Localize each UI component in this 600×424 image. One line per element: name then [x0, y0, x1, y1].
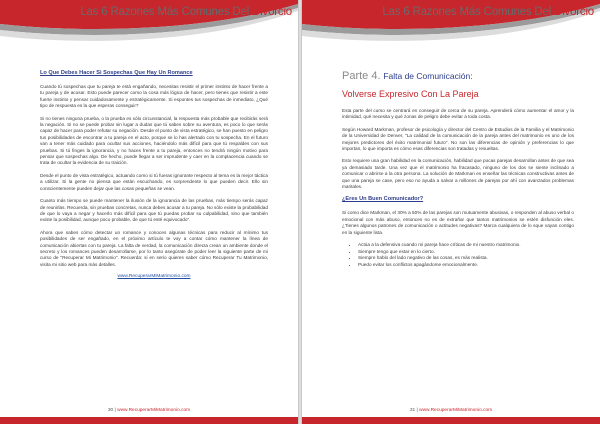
list-item: • Siempre hablo del lado negativo de las cosas, es más realista. [358, 255, 574, 262]
page-footer [0, 404, 298, 424]
footer-text [0, 408, 298, 413]
footer-separator: | [416, 408, 418, 413]
section-title-romance: Lo Que Debes Hacer Si Sospechas Que Hay Un Romance [40, 70, 193, 76]
paragraph: Cuanto más tiempo se puede mantener la ilusión de la ignorancia de las pruebas, más tiempo serás capaz de reunirlas. Recuerda, sin pruebas concretas, nunca debes acusar a tu pareja. No sólo existe la probabilidad de que lo vaya a negar y hacerlo más difícil para que tú puedas probar su culpabilidad, sino que también existe la posibilidad, aunque poco probable, de que tú esté equivocado". [40, 198, 269, 223]
header-title [382, 6, 594, 18]
page-header [302, 0, 600, 52]
footer-separator: | [114, 408, 116, 413]
page-number: 30 [107, 408, 114, 413]
list-item: • Actúa a la defensiva cuando mi pareja hace críticas de mi nuestro matrimonio. [358, 242, 574, 249]
website-link[interactable]: www.RecuperarMiMatrimonio.com [117, 274, 191, 280]
paragraph: Cuando tú sospechas que tu pareja te está engañando, necesitas resistir el primer instinto de hacer frente a tu pareja y de acusar. Esto puede parecer como la cosa más lógica de hacer, pero tienes que resistir a este fuerte instinto y pensar cuidadosamente y estratégicamente. Si espontes tus sospechas de inmediato, ¿Qué tipo de respuesta es la que esperas conseguir? [40, 84, 268, 109]
footer-site-link[interactable]: www.RecuperarMiMatrimonio.com [117, 408, 191, 413]
page-header [0, 0, 298, 52]
list-item: • Siempre tengo que estar en lo cierto. [358, 249, 574, 256]
right-page [302, 0, 600, 424]
paragraph: Esto requiere una gran habilidad en la comunicación, habilidad que pocas parejas desarrollan antes de que sea ya demasiado tarde. Una vez que el matrimonio ha fracasado, ninguno de los dos se siente inclinado a comunicar o abrirse a la otra persona. La solución de Markman es enseñar las técnicas constructivas antes de que una pareja se case, pero eso no ayuda a salvar a millones de parejas por ahí con avanzados problemas maritales. [342, 158, 574, 190]
list-item: • Puedo evitar los conflictos apagándome emocionalmente. [358, 262, 574, 269]
right-page-content [342, 64, 574, 274]
footer-rule [302, 417, 600, 424]
part-title: Falta de Comunicación: [383, 71, 473, 81]
header-title-prefix: Las 6 Razones Más Comunes Del [382, 6, 552, 18]
paragraph: Esta parte del curso se centrará en conseguir de cerca de su pareja. Aprenderá cómo aumentar el amor y la intimidad, qué necesita y qué zonas de peligro debe evitar a toda costa. [342, 108, 574, 120]
footer-rule [0, 417, 298, 424]
page-number: 31 [409, 408, 416, 413]
paragraph: Según Howard Markman, profesor de psicología y director del Centro de Estudios de la Familia y el Matrimonio de la Universidad de Denver, "La calidad de la comunicación de la pareja antes del matrimonio es uno de los mejores predictores del éxito matrimonial futuro". No son las diferencias de opinión y preferencias lo que importan, lo que importa es cómo esas diferencias son tratadas y resueltas. [342, 126, 574, 152]
header-title-highlight: Divorcio [252, 6, 292, 18]
paragraph: Si como dice Markman, el 30% a 50% de las parejas son mutuamente abusivas, o responden al abuso verbal o emocional con más abuso, entonces no es de extrañar que tantos matrimonios se estén disfunción eles. ¿Tienes algunos patrones de comunicación o actitudes negativas? Marca cualquiera de lo sque vayan contigo en la siguiente lista. [342, 210, 574, 235]
left-page [0, 0, 298, 424]
header-title [80, 6, 292, 18]
paragraph: Desde el punto de vista estratégico, actuando como si tú fueras ignorante respecto al tema es la mejor táctica a utilizar. Si la gente no piensa que están escuchando, es sorprendente lo que pueden decir. Ello sin conscientemente pueden dejar que las cosas pequeñas se vean. [40, 172, 268, 191]
paragraph: Si no tienes ninguna prueba, o la prueba es sólo circunstancial, la respuesta más probable que recibirás será la negación. Si no se puede probar sin lugar a dudas que tú sabes sobre su aventura, es poco lo que serás capaz de hacer para poder refutar su negación. Desde el punto de vista estratégico, se han puesto en peligro tus posibilidades de encontrar a tu pareja en el acto, porque se lo has alertado con tu sospecha. En el futuro van a tener más cuidado para ocultar sus acciones, haciéndolo más difícil para que tú respaldes con sus pruebas. Si tú finges la ignorancia, y no haces frente a tu pareja, entonces no tendrá ningún motivo para pensar que sospechas algo. De hecho, puede llegar a ser imprudente y caer en la complacencia cuando se trata de ocultar la evidencia de su traición. [40, 115, 268, 166]
section-title-communicator: ¿Eres Un Buen Comunicador? [342, 196, 424, 203]
checklist [342, 242, 574, 268]
part-heading [342, 70, 574, 83]
footer-text [302, 408, 600, 413]
header-title-highlight: Divorcio [554, 6, 594, 18]
part-number: Parte 4. [342, 70, 381, 82]
paragraph: Ahora que sabes cómo detectar un romance y conoces algunas técnicas para reducir al mínimo tus posibilidades de ser engañado, en el próximo artículo te voy a contar cómo mantener la línea de comunicación abiertas con tu pareja. La falta de verdad, la comunicación directa crean un ambiente donde el secreto y los romances pueden desarrollarse, por lo tanto asegúrate de poder leer la siguiente parte de mi curso de "Recuperar Mi Matrimonio". Recuerda: si en serio quieres saber cómo Recuperar Tu Matrimonio, visita mi sitio web para más detalles. [40, 229, 268, 267]
part-subtitle: Volverse Expresivo Con La Pareja [342, 89, 479, 99]
header-title-prefix: Las 6 Razones Más Comunes Del [80, 6, 250, 18]
left-page-content [40, 64, 268, 279]
page-footer [302, 404, 600, 424]
footer-site-link[interactable]: www.RecuperarMiMatrimonio.com [419, 408, 493, 413]
